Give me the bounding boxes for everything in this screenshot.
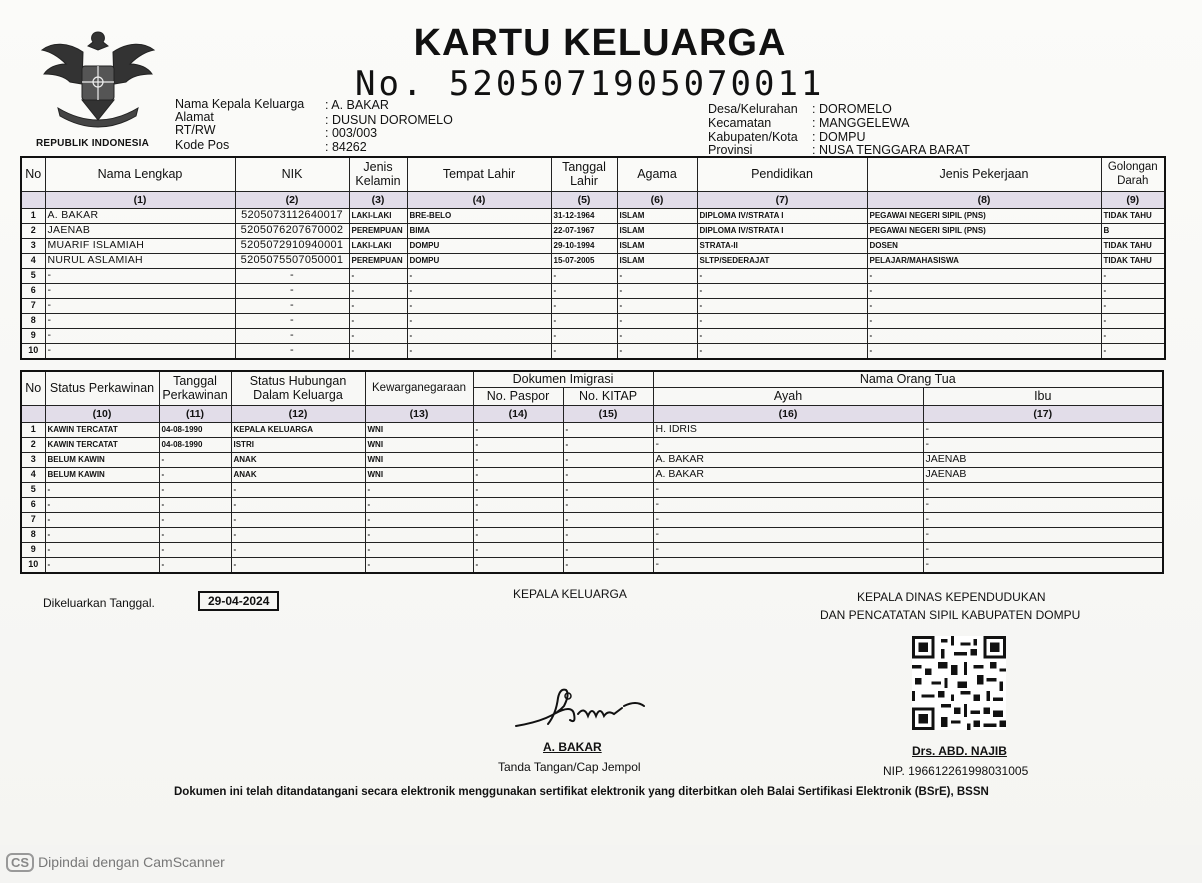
table-cell: - xyxy=(349,268,407,283)
table-cell: - xyxy=(231,542,365,557)
col-header-relationship: Status Hubungan Dalam Keluarga xyxy=(231,371,365,405)
table-cell: - xyxy=(617,283,697,298)
document-title: KARTU KELUARGA xyxy=(413,22,787,64)
table-row xyxy=(21,452,1163,467)
table-cell: H. IDRIS xyxy=(653,422,923,437)
table-cell: BRE-BELO xyxy=(407,208,551,223)
kk-number: No. 5205071905070011 xyxy=(355,64,825,104)
table-cell: - xyxy=(159,452,231,467)
official-nip: NIP. 196612261998031005 xyxy=(883,764,1029,778)
table-cell: BIMA xyxy=(407,223,551,238)
col-header-religion: Agama xyxy=(617,157,697,191)
col-number: (14) xyxy=(473,405,563,422)
table-cell: TIDAK TAHU xyxy=(1101,208,1165,223)
table-cell: - xyxy=(231,512,365,527)
qr-code-icon xyxy=(912,636,1006,730)
table-cell: KEPALA KELUARGA xyxy=(231,422,365,437)
table-cell: - xyxy=(697,268,867,283)
table-cell: - xyxy=(45,343,235,359)
family-status-table xyxy=(20,370,1164,574)
table-cell: - xyxy=(45,283,235,298)
col-number: (10) xyxy=(45,405,159,422)
table-row xyxy=(21,467,1163,482)
table-cell: - xyxy=(1101,343,1165,359)
table-cell: - xyxy=(235,343,349,359)
rtrw-value: : 003/003 xyxy=(325,126,378,140)
table-cell: - xyxy=(365,482,473,497)
table-cell: DIPLOMA IV/STRATA I xyxy=(697,223,867,238)
table-cell: 4 xyxy=(21,253,45,268)
table-cell: - xyxy=(407,283,551,298)
table-cell: - xyxy=(563,512,653,527)
table-cell: - xyxy=(617,298,697,313)
table-cell: PEREMPUAN xyxy=(349,223,407,238)
table-cell: 10 xyxy=(21,557,45,573)
col-header-immigration-docs: Dokumen Imigrasi xyxy=(473,371,653,387)
col-header-kitap: No. KITAP xyxy=(563,387,653,405)
table-cell: - xyxy=(231,527,365,542)
table-cell: - xyxy=(923,512,1163,527)
table-row xyxy=(21,482,1163,497)
table-cell: - xyxy=(365,512,473,527)
table-cell: - xyxy=(235,328,349,343)
postcode-value: : 84262 xyxy=(325,140,367,154)
table-row xyxy=(21,298,1165,313)
table-cell: TIDAK TAHU xyxy=(1101,253,1165,268)
table-row xyxy=(21,437,1163,452)
district-value: : MANGGELEWA xyxy=(812,116,910,130)
table-cell: 1 xyxy=(21,208,45,223)
regency-label: Kabupaten/Kota xyxy=(708,130,798,144)
province-value: : NUSA TENGGARA BARAT xyxy=(812,143,970,157)
table-cell: LAKI-LAKI xyxy=(349,238,407,253)
table-cell: - xyxy=(653,497,923,512)
head-of-family-name: A. BAKAR xyxy=(543,740,602,754)
table-cell: - xyxy=(349,313,407,328)
table-cell: - xyxy=(867,313,1101,328)
table-row xyxy=(21,422,1163,437)
table-cell: - xyxy=(867,343,1101,359)
table-cell: - xyxy=(923,557,1163,573)
table-cell: - xyxy=(407,343,551,359)
col-number: (4) xyxy=(407,191,551,208)
table-cell: - xyxy=(653,512,923,527)
table-cell: 5205075507050001 xyxy=(235,253,349,268)
office-title-line1: KEPALA DINAS KEPENDUDUKAN xyxy=(857,590,1046,604)
table-cell: 1 xyxy=(21,422,45,437)
table-cell: - xyxy=(563,557,653,573)
table-cell: - xyxy=(551,343,617,359)
table-cell: JAENAB xyxy=(923,452,1163,467)
table-cell: - xyxy=(653,437,923,452)
table-cell: - xyxy=(563,542,653,557)
table-cell: DOSEN xyxy=(867,238,1101,253)
table-cell: 5 xyxy=(21,268,45,283)
table-cell: - xyxy=(697,313,867,328)
table-cell: 2 xyxy=(21,223,45,238)
village-label: Desa/Kelurahan xyxy=(708,102,798,116)
camscanner-text: Dipindai dengan CamScanner xyxy=(38,854,225,870)
table-cell: 5205072910940001 xyxy=(235,238,349,253)
col-number: (8) xyxy=(867,191,1101,208)
table-cell: - xyxy=(349,298,407,313)
table-cell: - xyxy=(159,557,231,573)
table-cell: 6 xyxy=(21,497,45,512)
table-cell: - xyxy=(159,527,231,542)
table-cell: - xyxy=(551,328,617,343)
table-cell: PEGAWAI NEGERI SIPIL (PNS) xyxy=(867,208,1101,223)
col-number: (6) xyxy=(617,191,697,208)
col-header-nik: NIK xyxy=(235,157,349,191)
table-cell: 7 xyxy=(21,512,45,527)
table-cell: - xyxy=(159,542,231,557)
col-number: (15) xyxy=(563,405,653,422)
table-cell: STRATA-II xyxy=(697,238,867,253)
table-cell: BELUM KAWIN xyxy=(45,467,159,482)
table-cell: - xyxy=(923,527,1163,542)
table-cell: PEREMPUAN xyxy=(349,253,407,268)
col-header-birthdate: Tanggal Lahir xyxy=(551,157,617,191)
table-cell: 04-08-1990 xyxy=(159,422,231,437)
col-header-marriage-date: Tanggal Perkawinan xyxy=(159,371,231,405)
table-cell: - xyxy=(349,328,407,343)
table-cell: 4 xyxy=(21,467,45,482)
table-cell: - xyxy=(159,512,231,527)
table-cell: - xyxy=(473,467,563,482)
table-cell: NURUL ASLAMIAH xyxy=(45,253,235,268)
table-cell: DIPLOMA IV/STRATA I xyxy=(697,208,867,223)
table-cell: - xyxy=(923,482,1163,497)
table-cell: - xyxy=(235,283,349,298)
table-cell: KAWIN TERCATAT xyxy=(45,437,159,452)
table-cell: WNI xyxy=(365,452,473,467)
address-value: : DUSUN DOROMELO xyxy=(325,113,453,127)
table-cell: - xyxy=(473,482,563,497)
table-cell: KAWIN TERCATAT xyxy=(45,422,159,437)
rtrw-label: RT/RW xyxy=(175,123,216,137)
family-members-table xyxy=(20,156,1166,360)
table-cell: WNI xyxy=(365,422,473,437)
table-cell: 29-10-1994 xyxy=(551,238,617,253)
table-cell: - xyxy=(563,527,653,542)
table-cell: - xyxy=(45,557,159,573)
issued-label: Dikeluarkan Tanggal. xyxy=(43,596,155,610)
col-number: (2) xyxy=(235,191,349,208)
table-cell: - xyxy=(867,298,1101,313)
table-cell: - xyxy=(473,497,563,512)
table-cell: - xyxy=(923,497,1163,512)
table-cell: - xyxy=(923,422,1163,437)
table-cell: - xyxy=(231,482,365,497)
issued-date: 29-04-2024 xyxy=(198,591,279,611)
col-header-education: Pendidikan xyxy=(697,157,867,191)
table-cell: - xyxy=(473,542,563,557)
table-cell: - xyxy=(235,268,349,283)
table-cell: 5205073112640017 xyxy=(235,208,349,223)
table-cell: - xyxy=(45,497,159,512)
electronic-signature-note: Dokumen ini telah ditandatangani secara elektronik menggunakan sertifikat elektronik yang diterbitkan oleh Balai Sertifikasi Elektronik (BSrE), BSSN xyxy=(174,786,989,798)
emblem-caption: REPUBLIK INDONESIA xyxy=(36,138,150,149)
table-row xyxy=(21,313,1165,328)
col-header-occupation: Jenis Pekerjaan xyxy=(867,157,1101,191)
col-number: (17) xyxy=(923,405,1163,422)
table-cell: 8 xyxy=(21,527,45,542)
table-cell: - xyxy=(697,298,867,313)
table-cell: - xyxy=(617,268,697,283)
table-cell: - xyxy=(407,298,551,313)
table-cell: 22-07-1967 xyxy=(551,223,617,238)
regency-value: : DOMPU xyxy=(812,130,866,144)
table-cell: - xyxy=(551,268,617,283)
table-cell: ISLAM xyxy=(617,253,697,268)
camscanner-watermark xyxy=(6,853,225,872)
col-number: (9) xyxy=(1101,191,1165,208)
table-cell: DOMPU xyxy=(407,238,551,253)
table-cell: - xyxy=(923,437,1163,452)
table-row xyxy=(21,497,1163,512)
table-cell: ISLAM xyxy=(617,223,697,238)
col-number: (5) xyxy=(551,191,617,208)
table-row xyxy=(21,557,1163,573)
table-cell: - xyxy=(473,437,563,452)
table-cell: - xyxy=(1101,283,1165,298)
table-cell: - xyxy=(1101,328,1165,343)
col-header-mother: Ibu xyxy=(923,387,1163,405)
village-value: : DOROMELO xyxy=(812,102,892,116)
table-cell: 31-12-1964 xyxy=(551,208,617,223)
col-header-no: No xyxy=(21,157,45,191)
table-cell: 7 xyxy=(21,298,45,313)
table-cell: - xyxy=(365,557,473,573)
table-cell: - xyxy=(867,328,1101,343)
table-cell: - xyxy=(407,268,551,283)
table-cell: - xyxy=(923,542,1163,557)
col-number: (11) xyxy=(159,405,231,422)
col-header-marital-status: Status Perkawinan xyxy=(45,371,159,405)
table-cell: - xyxy=(563,482,653,497)
table-cell: 15-07-2005 xyxy=(551,253,617,268)
table-cell: 3 xyxy=(21,452,45,467)
table-cell: - xyxy=(45,542,159,557)
table-row xyxy=(21,238,1165,253)
table-cell: - xyxy=(653,542,923,557)
table-cell: - xyxy=(563,467,653,482)
table-cell: PELAJAR/MAHASISWA xyxy=(867,253,1101,268)
table-cell: - xyxy=(563,452,653,467)
table-cell: JAENAB xyxy=(923,467,1163,482)
table-cell: - xyxy=(45,268,235,283)
table-cell: - xyxy=(365,542,473,557)
table-cell: - xyxy=(473,527,563,542)
table-cell: 5205076207670002 xyxy=(235,223,349,238)
col-number: (7) xyxy=(697,191,867,208)
table-cell: - xyxy=(349,343,407,359)
table-cell: - xyxy=(617,328,697,343)
col-header-father: Ayah xyxy=(653,387,923,405)
table-cell: - xyxy=(45,482,159,497)
table-cell: - xyxy=(563,497,653,512)
table-cell: - xyxy=(407,328,551,343)
table-cell: SLTP/SEDERAJAT xyxy=(697,253,867,268)
col-number: (12) xyxy=(231,405,365,422)
table-cell: A. BAKAR xyxy=(653,452,923,467)
col-header-bloodtype: Golongan Darah xyxy=(1101,157,1165,191)
table-cell: ANAK xyxy=(231,467,365,482)
office-title-line2: DAN PENCATATAN SIPIL KABUPATEN DOMPU xyxy=(820,608,1081,622)
table-cell: A. BAKAR xyxy=(45,208,235,223)
table-cell: - xyxy=(473,512,563,527)
table-cell: DOMPU xyxy=(407,253,551,268)
table-cell: ISLAM xyxy=(617,208,697,223)
table-cell: - xyxy=(1101,313,1165,328)
table-cell: PEGAWAI NEGERI SIPIL (PNS) xyxy=(867,223,1101,238)
head-name-value: : A. BAKAR xyxy=(325,98,389,112)
head-name-label: Nama Kepala Keluarga xyxy=(175,97,305,111)
table-cell: JAENAB xyxy=(45,223,235,238)
table-cell: 2 xyxy=(21,437,45,452)
table-cell: WNI xyxy=(365,437,473,452)
table-cell: - xyxy=(1101,298,1165,313)
table-cell: - xyxy=(697,343,867,359)
table-cell: - xyxy=(365,527,473,542)
table-cell: - xyxy=(653,482,923,497)
col-header-name: Nama Lengkap xyxy=(45,157,235,191)
table-cell: - xyxy=(45,328,235,343)
table-row xyxy=(21,527,1163,542)
table-cell: 10 xyxy=(21,343,45,359)
table-row xyxy=(21,283,1165,298)
table-row xyxy=(21,512,1163,527)
table-cell: - xyxy=(551,283,617,298)
table-row xyxy=(21,542,1163,557)
table-cell: - xyxy=(159,467,231,482)
postcode-label: Kode Pos xyxy=(175,138,230,152)
table-row xyxy=(21,253,1165,268)
table-cell: - xyxy=(349,283,407,298)
table-cell: MUARIF ISLAMIAH xyxy=(45,238,235,253)
table-cell: - xyxy=(697,328,867,343)
table-cell: ANAK xyxy=(231,452,365,467)
table-cell: - xyxy=(617,343,697,359)
official-name: Drs. ABD. NAJIB xyxy=(912,744,1007,758)
col-header-birthplace: Tempat Lahir xyxy=(407,157,551,191)
table-row xyxy=(21,268,1165,283)
table-cell: 9 xyxy=(21,328,45,343)
table-cell: - xyxy=(231,497,365,512)
table-cell: - xyxy=(653,557,923,573)
table-cell: 04-08-1990 xyxy=(159,437,231,452)
col-number: (13) xyxy=(365,405,473,422)
col-number: (1) xyxy=(45,191,235,208)
table-cell: - xyxy=(697,283,867,298)
address-label: Alamat xyxy=(175,110,214,124)
table-cell: - xyxy=(159,497,231,512)
table-cell: 6 xyxy=(21,283,45,298)
table-cell: - xyxy=(473,452,563,467)
table-cell: - xyxy=(1101,268,1165,283)
table-cell: - xyxy=(45,512,159,527)
signature-caption: Tanda Tangan/Cap Jempol xyxy=(498,760,641,774)
table-row xyxy=(21,328,1165,343)
table-cell: - xyxy=(473,557,563,573)
table-cell: - xyxy=(653,527,923,542)
table-cell: LAKI-LAKI xyxy=(349,208,407,223)
table-cell: - xyxy=(235,313,349,328)
table-cell: - xyxy=(407,313,551,328)
col-header-parents: Nama Orang Tua xyxy=(653,371,1163,387)
table-cell: - xyxy=(365,497,473,512)
table-cell: - xyxy=(45,313,235,328)
table-row xyxy=(21,223,1165,238)
table-cell: - xyxy=(551,298,617,313)
table-cell: BELUM KAWIN xyxy=(45,452,159,467)
district-label: Kecamatan xyxy=(708,116,772,130)
garuda-emblem-icon xyxy=(38,24,158,142)
col-number: (3) xyxy=(349,191,407,208)
table-cell: B xyxy=(1101,223,1165,238)
col-number xyxy=(21,405,45,422)
table-row xyxy=(21,343,1165,359)
table-cell: WNI xyxy=(365,467,473,482)
col-header-gender: Jenis Kelamin xyxy=(349,157,407,191)
head-of-family-title: KEPALA KELUARGA xyxy=(513,587,627,601)
table-cell: - xyxy=(45,527,159,542)
table-cell: - xyxy=(235,298,349,313)
table-cell: - xyxy=(551,313,617,328)
col-header-citizenship: Kewarganegaraan xyxy=(365,371,473,405)
table-cell: - xyxy=(867,268,1101,283)
table-cell: - xyxy=(473,422,563,437)
table-cell: A. BAKAR xyxy=(653,467,923,482)
table-cell: TIDAK TAHU xyxy=(1101,238,1165,253)
col-number xyxy=(21,191,45,208)
table-cell: - xyxy=(159,482,231,497)
col-number: (16) xyxy=(653,405,923,422)
col-header-passport: No. Paspor xyxy=(473,387,563,405)
table-row xyxy=(21,208,1165,223)
table-cell: - xyxy=(563,422,653,437)
table-cell: - xyxy=(45,298,235,313)
table-cell: 8 xyxy=(21,313,45,328)
camscanner-logo-icon: CS xyxy=(6,853,34,872)
table-cell: 5 xyxy=(21,482,45,497)
table-cell: 3 xyxy=(21,238,45,253)
table-cell: - xyxy=(617,313,697,328)
col-header-no: No xyxy=(21,371,45,405)
signature-icon xyxy=(512,684,652,732)
province-label: Provinsi xyxy=(708,143,753,157)
table-cell: - xyxy=(867,283,1101,298)
table-cell: ISTRI xyxy=(231,437,365,452)
table-cell: - xyxy=(563,437,653,452)
table-cell: 9 xyxy=(21,542,45,557)
table-cell: ISLAM xyxy=(617,238,697,253)
table-cell: - xyxy=(231,557,365,573)
